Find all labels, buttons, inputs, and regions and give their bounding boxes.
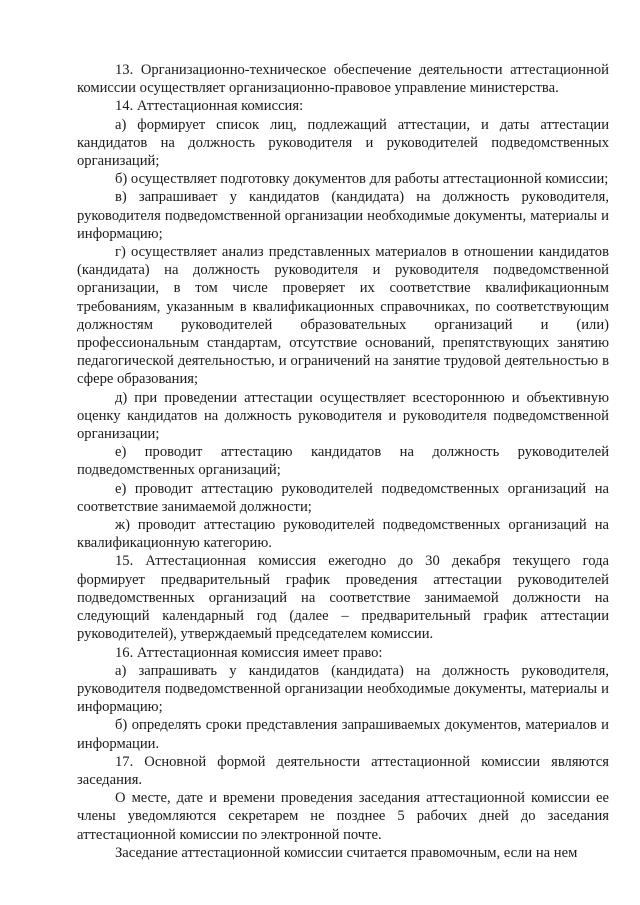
paragraph-16-b: б) определять сроки представления запрашиваемых документов, материалов и информации. xyxy=(77,717,609,752)
paragraph-17: 17. Основной формой деятельности аттестационной комиссии являются заседания. xyxy=(77,753,609,788)
paragraph-15: 15. Аттестационная комиссия ежегодно до 30 декабря текущего года формирует предварительный график проведения аттестации руководителей подведомственных организаций на соответствие занимаемой должности на следующий календарный год (далее – предварительный график аттестации руководителей), утверждаемый председателем комиссии. xyxy=(77,553,609,643)
paragraph-14-zh: ж) проводит аттестацию руководителей подведомственных организаций на квалификационную категорию. xyxy=(77,517,609,552)
paragraph-14-a: а) формирует список лиц, подлежащий аттестации, и даты аттестации кандидатов на должность руководителя и руководителей подведомственных организаций; xyxy=(77,116,609,170)
paragraph-16-a: а) запрашивать у кандидатов (кандидата) на должность руководителя, руководителя подведомственной организации необходимые документы, материалы и информацию; xyxy=(77,662,609,716)
paragraph-14-v: в) запрашивает у кандидатов (кандидата) на должность руководителя, руководителя подведомственной организации необходимые документы, материалы и информацию; xyxy=(77,189,609,242)
document-body xyxy=(77,61,609,862)
paragraph-14-e2: е) проводит аттестацию руководителей подведомственных организаций на соответствие занимаемой должности; xyxy=(77,480,609,515)
paragraph-14-e1: е) проводит аттестацию кандидатов на должность руководителей подведомственных организаций; xyxy=(77,444,609,479)
paragraph-14-b: б) осуществляет подготовку документов для работы аттестационной комиссии; xyxy=(115,171,609,188)
paragraph-14-d: д) при проведении аттестации осуществляет всестороннюю и объективную оценку кандидатов на должность руководителя и руководителя подведомственной организации; xyxy=(77,389,609,443)
paragraph-17-quorum: Заседание аттестационной комиссии считается правомочным, если на нем xyxy=(115,844,578,861)
paragraph-14-g: г) осуществляет анализ представленных материалов в отношении кандидатов (кандидата) на должность руководителя и руководителя подведомственной организации, в том числе проверяет их соответствие квалификационным требованиям, указанным в квалификационных справочниках, по соответствующим должностям руководителей образовательных организаций и (или) профессиональным стандартам, отсутствие оснований, препятствующих занятию педагогической деятельностью, и ограничений на занятие трудовой деятельностью в сфере образования; xyxy=(77,244,609,388)
paragraph-13: 13. Организационно-техническое обеспечение деятельности аттестационной комиссии осуществляет организационно-правовое управление министерства. xyxy=(77,62,609,97)
paragraph-16-heading: 16. Аттестационная комиссия имеет право: xyxy=(115,644,383,661)
paragraph-17-notice: О месте, дате и времени проведения заседания аттестационной комиссии ее члены уведомляются секретарем не позднее 5 рабочих дней до заседания аттестационной комиссии по электронной почте. xyxy=(77,790,609,843)
paragraph-14-heading: 14. Аттестационная комиссия: xyxy=(115,98,304,115)
